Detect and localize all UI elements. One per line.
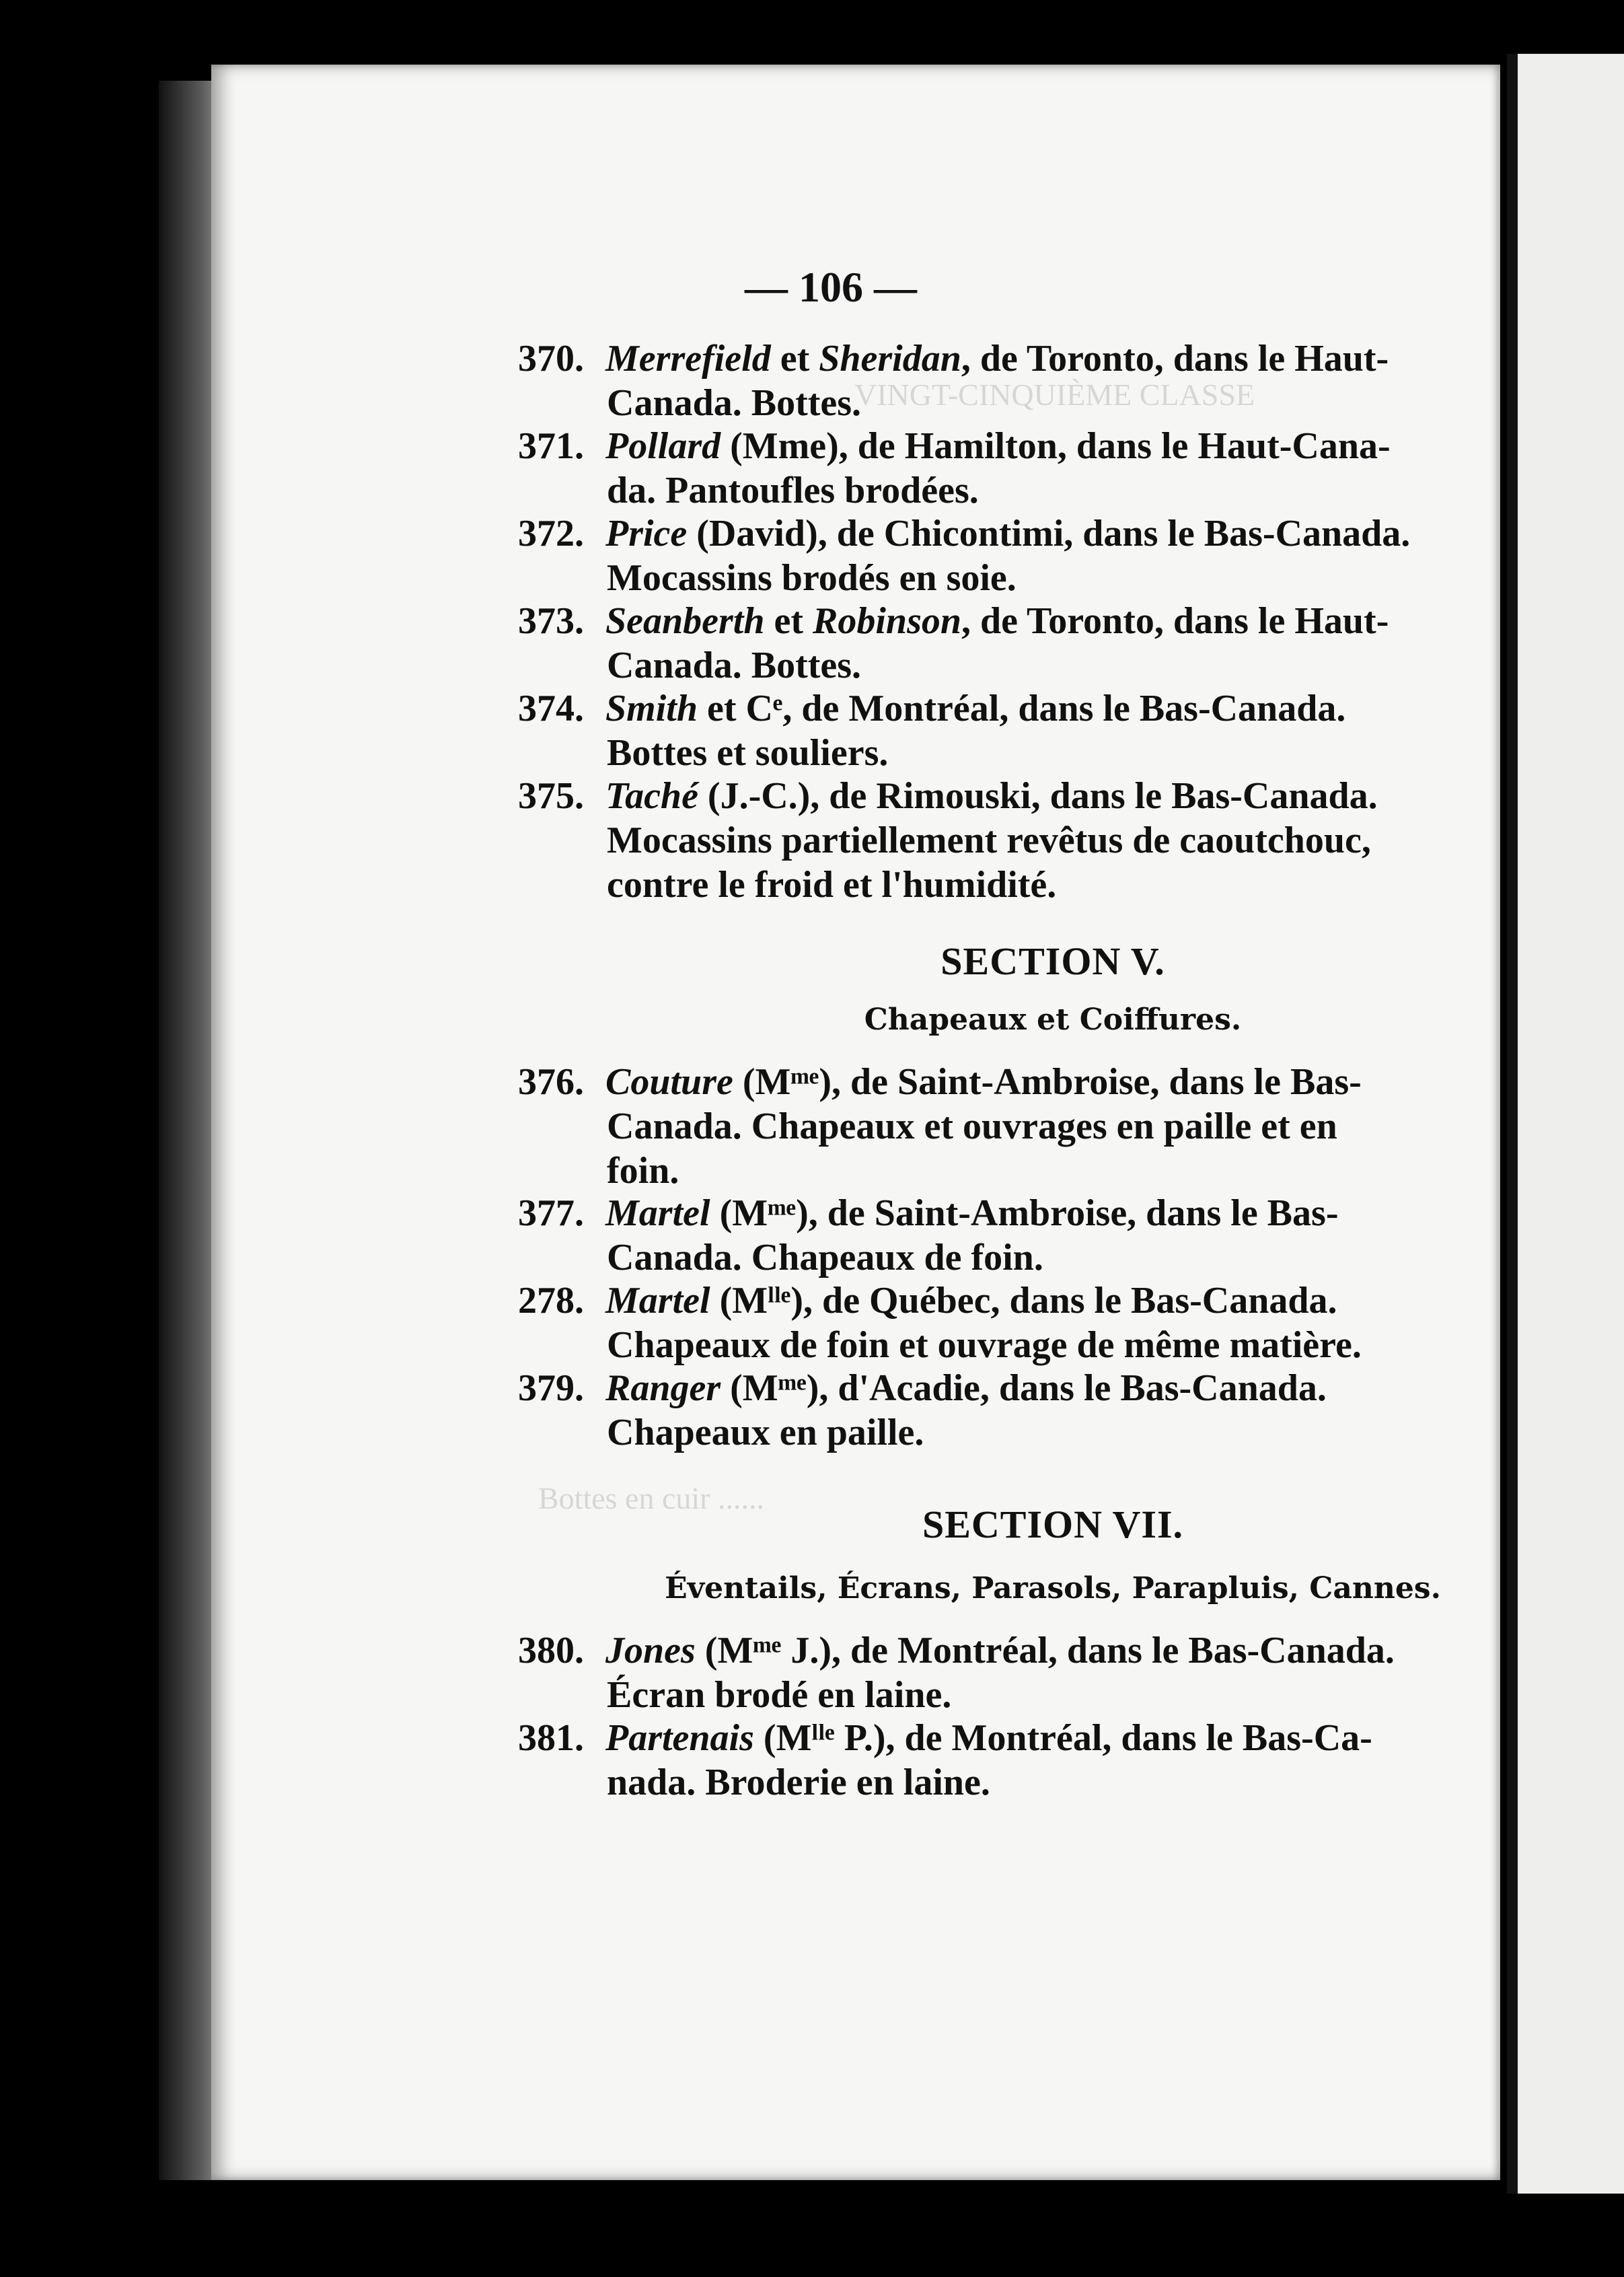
catalog-entry-371: 371. Pollard (Mme), de Hamilton, dans le Haut-Cana- da. Pantoufles brodées. [518, 425, 1391, 511]
bleed-through-text: VINGT-CINQUIÈME CLASSE [854, 377, 1255, 412]
section-vii-title: SECTION VII. [922, 1503, 1184, 1546]
bleed-through-text: Bottes en cuir ...... [538, 1481, 764, 1515]
catalog-entry-380: 380. Jones (Mᵐᵉ J.), de Montréal, dans le Bas-Canada. Écran brodé en laine. [518, 1630, 1395, 1716]
catalog-entry-370: 370. Merrefield et Sheridan, de Toronto, dans le Haut- Canada. Bottes. [518, 338, 1389, 424]
catalog-entry-374: 374. Smith et Cᵉ, de Montréal, dans le Bas-Canada. Bottes et souliers. [518, 688, 1346, 774]
catalog-entry-375: 375. Taché (J.-C.), de Rimouski, dans le Bas-Canada. Mocassins partiellement revêtus de caoutchouc, contre le froid et l'humidité. [518, 775, 1378, 906]
catalog-entry-377: 377. Martel (Mᵐᵉ), de Saint-Ambroise, dans le Bas- Canada. Chapeaux de foin. [518, 1192, 1339, 1278]
catalog-entry-381: 381. Partenais (Mˡˡᵉ P.), de Montréal, dans le Bas-Ca- nada. Broderie en laine. [518, 1717, 1372, 1803]
book-spine-shadow [159, 81, 219, 2180]
catalog-entry-379: 379. Ranger (Mᵐᵉ), d'Acadie, dans le Bas-Canada. Chapeaux en paille. [518, 1367, 1327, 1453]
section-v-title: SECTION V. [940, 939, 1165, 983]
catalog-entry-373: 373. Seanberth et Robinson, de Toronto, dans le Haut- Canada. Bottes. [518, 600, 1389, 686]
section-vii-subtitle: Éventails, Écrans, Parasols, Parapluis, Cannes. [665, 1571, 1441, 1605]
page-number: — 106 — [745, 263, 917, 311]
section-v-subtitle: Chapeaux et Coiffures. [864, 1003, 1242, 1037]
catalog-entry-372: 372. Price (David), de Chicontimi, dans le Bas-Canada. Mocassins brodés en soie. [518, 513, 1411, 599]
catalog-entry-376: 376. Couture (Mᵐᵉ), de Saint-Ambroise, dans le Bas- Canada. Chapeaux et ouvrages en paille et en foin. [518, 1061, 1362, 1192]
catalog-entry-278: 278. Martel (Mˡˡᵉ), de Québec, dans le Bas-Canada. Chapeaux de foin et ouvrage de même matière. [518, 1280, 1362, 1366]
